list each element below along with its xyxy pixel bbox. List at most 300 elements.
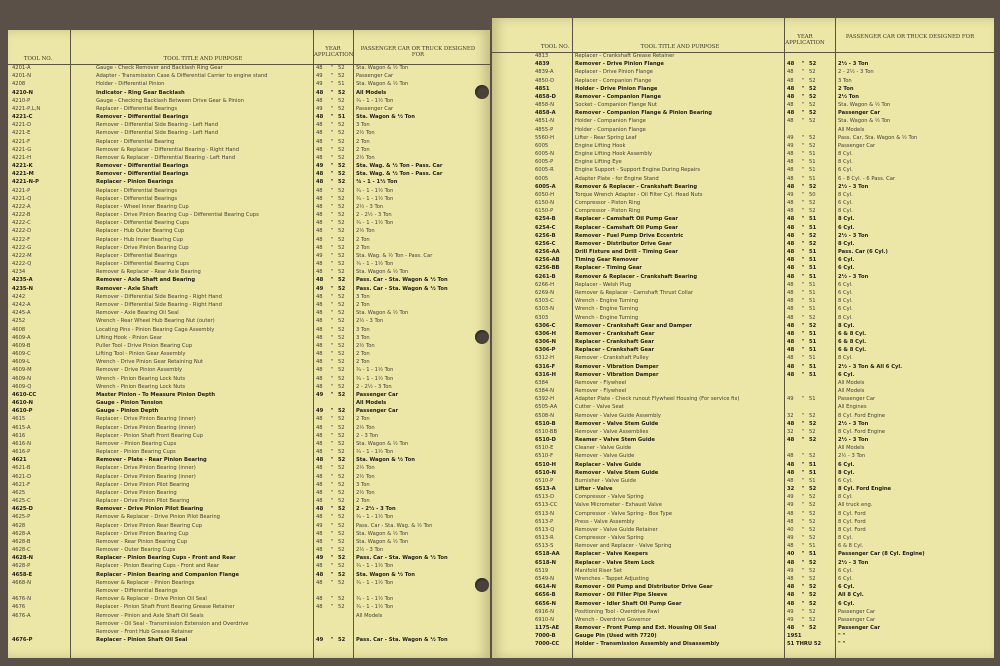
year-ditto: " [801,281,805,288]
vehicle-application: 6 Cyl. [838,567,853,574]
tool-title: Lifting Tool - Pinion Gear Assembly [96,351,186,358]
tool-title: Wrench - Engine Turning [575,298,639,305]
vehicle-application: Sta. Wagon & ½ Ton [356,571,415,578]
vehicle-application: All truck eng. [838,502,873,509]
year-to: 51 [809,159,816,166]
tool-list [8,64,490,644]
tool-number: 4628-C [12,547,31,554]
table-row [8,72,490,80]
year-ditto: " [801,502,805,509]
year-to: 52 [809,232,817,239]
year-to: 51 [809,330,817,337]
tool-number: 4676 [12,604,26,611]
table-row [8,366,490,374]
table-row [492,101,994,109]
vehicle-application: ¾ - 1 - 1½ Ton [356,367,394,374]
table-row [8,383,490,391]
table-row [492,412,994,420]
table-row [492,142,994,150]
year-from: 48 [787,363,795,370]
vehicle-application: Pass. Car - Sta. Wagon & ½ Ton [356,285,448,292]
year-ditto: " [330,171,334,178]
year-ditto: " [330,244,334,251]
table-row [8,244,490,252]
vehicle-application: Passenger Car [356,73,394,80]
tool-title: Replacer - Drive Pinion Flange [575,69,653,76]
year-from: 48 [787,77,794,84]
year-from: 48 [316,97,323,104]
year-to: 52 [338,571,346,578]
table-row [492,428,994,436]
vehicle-application: 2½ - 3 Ton [356,547,384,554]
tool-title: Holder - Differential Pinion [96,81,165,88]
year-to: 52 [338,342,345,349]
year-to: 51 [809,281,816,288]
vehicle-application: 6 - 8 Cyl. - 6 Pass. Car [838,175,896,182]
tool-number: 6266-H [535,281,554,288]
tool-title: Replacer - Drive Pinion Bearing (inner) [96,465,196,472]
tool-number: 4608 [12,326,26,333]
tool-number: 4221-F [12,138,31,145]
year-to: 51 [809,371,817,378]
tool-title: Replacer - Valve Keepers [575,551,648,558]
table-row [8,587,490,595]
year-ditto: " [801,257,805,264]
vehicle-application: Pass. Car - Sta. Wag. & ½ Ton [356,522,433,529]
year-ditto: " [330,473,334,480]
tool-title: Remover - Front Hub Grease Retainer [96,628,194,635]
table-row [492,379,994,387]
tool-title: Wrench - Pinion Bearing Lock Nuts [96,383,186,390]
tool-title: Replacer - Drive Pinion Bearing [96,489,177,496]
year-to: 52 [338,506,346,513]
vehicle-application: 2½ Ton [838,93,859,100]
year-ditto: " [801,93,805,100]
year-ditto: " [801,576,805,582]
table-row [8,375,490,383]
tool-number: 6256-AB [535,257,560,264]
tool-number: 4628-A [12,530,31,537]
table-row [8,334,490,342]
table-row [492,183,994,191]
year-from: 48 [787,183,795,190]
year-to: 52 [338,416,345,423]
year-to: 51 [809,289,816,296]
year-from: 48 [787,102,794,109]
year-ditto: " [801,240,805,247]
table-row [8,538,490,546]
vehicle-application: 6 Cyl. [838,265,855,272]
year-to: 51 [809,151,816,158]
tool-number: 6510-D [535,437,556,444]
year-to: 52 [338,498,345,505]
tool-number: 6005 [535,142,549,149]
year-from: 48 [787,625,795,632]
tool-title: Remover and Replacer - Valve Spring [575,543,672,550]
tool-title: Wrench - Engine Turning [575,306,639,313]
year-from: 48 [316,383,323,390]
year-ditto: " [330,154,334,161]
tool-number: 6510-B [535,420,556,427]
table-row [492,248,994,256]
tool-title: Remover & Replacer - Pinion Bearings [96,579,195,586]
table-row [8,530,490,538]
table-row [8,481,490,489]
year-to: 52 [809,240,817,247]
year-from: 49 [316,408,324,415]
year-to: 51 [809,306,816,313]
year-ditto: " [801,249,805,256]
year-to: 52 [809,322,817,329]
tool-number: 4855-P [535,126,554,133]
year-from: 48 [787,273,795,280]
table-row [8,636,490,644]
tool-title: Replacer - Valve Stem Lock [575,559,655,566]
table-row [492,109,994,117]
table-row [8,178,490,186]
tool-title: Remover - Vibration Damper [575,363,659,370]
year-ditto: " [330,489,334,496]
year-ditto: " [801,191,805,198]
table-row [8,227,490,235]
year-from: 32 [787,412,794,419]
year-to: 52 [338,171,346,178]
year-from: 48 [787,240,795,247]
year-from: 48 [316,114,324,121]
tool-title: Timing Gear Remover [575,257,639,264]
year-to: 52 [809,77,816,84]
tool-title: Remover - Differential Side Bearing - Right Hand [96,293,222,300]
left-page [8,30,490,658]
vehicle-application: All Models [838,379,865,386]
header-tool-no: TOOL NO. [23,56,53,62]
year-to: 52 [809,200,816,207]
table-row [492,550,994,558]
table-row [492,485,994,493]
year-ditto: " [801,584,805,591]
tool-number: 6303-C [535,298,554,305]
year-ditto: " [801,469,805,476]
vehicle-application: 8 Cyl. [838,208,853,215]
tool-title: Remover - Differential Bearings [96,114,189,121]
table-row [492,420,994,428]
tool-title: Remover - Valve Guide [575,453,635,460]
table-row [492,338,994,346]
tool-number: 4252 [12,318,26,325]
year-to: 52 [809,584,817,591]
year-from: 48 [316,244,323,251]
year-to: 52 [338,122,345,129]
vehicle-application: Sta. Wagon & ½ Ton [356,114,415,121]
tool-number: 4851-N [535,118,554,125]
tool-title: Indicator - Ring Gear Backlash [96,89,185,96]
year-to: 52 [809,576,816,582]
vehicle-application: 8 Cyl. [838,216,855,223]
year-to: 52 [338,424,345,431]
tool-title: Remover - Oil Filler Pipe Sleeve [575,592,668,599]
year-ditto: " [330,416,334,423]
year-ditto: " [330,408,334,415]
tool-number: 6505-AA [535,404,558,411]
year-from: 48 [316,277,324,284]
year-ditto: " [801,535,805,542]
year-to: 50 [809,191,816,198]
year-ditto: " [330,65,334,71]
tool-number: 6261-B [535,273,556,280]
year-ditto: " [330,506,334,513]
table-row [8,309,490,317]
tool-number: 4616-N [12,440,31,447]
tool-title: Remover - Companion Flange [575,93,661,100]
year-from: 48 [787,61,795,68]
tool-number: 6384 [535,379,549,386]
vehicle-application: Sta. Wagon & ½ Ton [356,269,409,276]
tool-title: Remover - Axle Shaft and Bearing [96,277,196,284]
year-from: 48 [316,506,324,513]
tool-title: Remover - Flywheel [575,388,627,395]
tool-number: 6306-H [535,330,556,337]
year-from: 48 [787,208,794,215]
year-ditto: " [801,183,805,190]
vehicle-application: 2 Ton [356,351,370,358]
year-to: 52 [338,220,345,227]
year-to: 52 [338,351,345,358]
vehicle-application: 8 Cyl. [838,322,855,329]
table-row [8,342,490,350]
tool-title: Holder - Transmission Assembly and Disassembly [575,641,720,648]
year-ditto: " [330,130,334,137]
year-from: 48 [316,318,323,325]
table-row [8,129,490,137]
vehicle-application: 6 Cyl. [838,200,853,207]
table-row [8,64,490,72]
vehicle-application: 3 Ton [356,334,370,341]
year-from: 49 [787,396,794,403]
year-ditto: " [330,440,334,447]
table-row [492,600,994,608]
year-from: 49 [787,502,794,509]
table-row [492,624,994,632]
table-row [8,489,490,497]
table-row [8,612,490,620]
vehicle-application: Sta. Wag. & ½ Ton - Pass. Car [356,252,433,259]
vehicle-application: 2 - 2½ - 3 Ton [356,212,392,219]
year-to: 52 [809,502,816,509]
tool-number: 4625-P [12,514,31,521]
table-row [8,497,490,505]
tool-number: 4222-F [12,236,31,243]
year-from: 48 [787,355,794,362]
vehicle-application: 2½ - 3 Ton [838,453,866,460]
year-to: 52 [809,592,817,599]
tool-title: Remover - Fuel Pump Drive Eccentric [575,232,684,239]
year-from: 49 [316,163,324,170]
year-to: 52 [338,187,345,194]
table-row [492,207,994,215]
year-to: 52 [338,449,345,456]
year-to: 51 [809,167,816,174]
vehicle-application: 2 Ton [838,85,854,92]
year-from: 48 [787,118,794,125]
tool-title: Remover & Replacer - Drive Pinion Oil Seal [96,596,207,603]
year-ditto: " [330,465,334,472]
table-row [8,154,490,162]
year-to: 51 [809,265,817,272]
table-row [8,268,490,276]
year-from: 48 [787,461,795,468]
tool-title: Remover - Front Pump and Ext. Housing Oil Seal [575,625,717,632]
year-to: 51 [809,339,817,346]
table-row [492,452,994,460]
tool-title: Replacer - Differential Bearing [96,138,175,145]
tool-title: Gauge - Pinion Depth [96,408,159,415]
tool-number: 6518-AA [535,551,560,558]
table-row [492,256,994,264]
year-to: 52 [338,596,345,603]
tool-number: 6306-P [535,347,556,354]
table-row [492,166,994,174]
tool-number: 4676-A [12,612,31,619]
vehicle-application: Sta. Wag. & ½ Ton - Pass. Car [356,163,443,170]
year-ditto: " [330,252,334,259]
tool-number: 4628-B [12,538,31,545]
table-row [8,391,490,399]
tool-number: 6306-N [535,339,556,346]
year-from: 48 [787,151,794,158]
year-ditto: " [801,453,805,460]
tool-number: 5560-H [535,134,554,141]
tool-number: 4210-N [12,89,33,96]
tool-title: Replacer - Drive Pinion Bearing Cup - Differential Bearing Cups [96,212,259,219]
year-from: 48 [316,301,323,308]
tool-number: 6392-H [535,396,554,403]
table-row [8,121,490,129]
vehicle-application: 2½ - 3 Ton [356,318,384,325]
table-row [492,354,994,362]
tool-number: 4222-D [12,228,32,235]
tool-number: 4221-D [12,122,32,129]
vehicle-application: ¾ - 1 - 1½ Ton [356,514,394,521]
table-row [8,415,490,423]
year-to: 52 [338,244,345,251]
tool-title: Remover - Valve Guide Assembly [575,412,661,419]
year-ditto: " [801,428,805,435]
vehicle-application: All Models [356,612,383,619]
table-row [492,403,994,411]
vehicle-application: Passenger Car [838,110,881,117]
tool-title: Remover - Crankshaft Pulley [575,355,649,362]
table-row [492,52,994,60]
year-ditto: " [330,261,334,268]
tool-title: Remover - Differential Side Bearing - Left Hand [96,122,218,129]
binder-hole [475,85,489,99]
year-to: 51 [809,175,816,182]
vehicle-application: 6 & 8 Cyl. [838,330,867,337]
tool-number: 4850-D [535,77,555,84]
table-row [492,117,994,125]
tool-number: 4621-F [12,481,31,488]
tool-title: Compressor - Piston Ring [575,200,641,207]
tool-title: Torque Wrench Adapter - Oil Filter Cyl. Head Nuts [575,191,703,198]
year-from: 49 [316,252,323,259]
year-ditto: " [330,530,334,537]
tool-number: 6916-N [535,608,554,615]
vehicle-application: Sta. Wagon & ½ Ton [356,530,409,537]
tool-number: 6256-BB [535,265,560,272]
tool-number: 4676-P [12,637,33,644]
vehicle-application: ¾ - 1 - 1½ Ton [356,563,394,570]
table-row [492,158,994,166]
tool-title: Remover - Differential Side Bearing - Right Hand [96,301,222,308]
tool-number: 6005 [535,175,549,182]
vehicle-application: " " [838,633,846,640]
table-row [8,456,490,464]
table-row [492,461,994,469]
year-ditto: " [330,228,334,235]
year-to: 52 [338,301,345,308]
year-ditto: " [801,200,805,207]
year-from: 48 [316,579,323,586]
tool-title: Replacer - Wheel Inner Bearing Cup [96,203,189,210]
year-to: 52 [338,277,346,284]
year-ditto: " [801,69,805,76]
tool-number: 6513-N [535,510,554,517]
year-from: 48 [787,420,795,427]
year-from: 48 [787,249,795,256]
tool-title: Remover - Pinion and Axle Shaft Oil Seals [96,612,204,619]
year-to: 51 [338,81,345,88]
year-from: 48 [316,236,323,243]
vehicle-application: 8 Cyl. [838,151,853,158]
year-from: 48 [787,584,795,591]
vehicle-application: ¾ - 1 - 1½ Ton [356,261,394,268]
tool-title: Replacer - Hub Outer Bearing Cup [96,228,185,235]
year-ditto: " [801,289,805,296]
table-row [8,113,490,121]
table-row [492,591,994,599]
year-ditto: " [330,424,334,431]
table-row [8,448,490,456]
vehicle-application: 6 Cyl. [838,600,855,607]
tool-number: 6513-A [535,486,556,493]
tool-number: 4609-A [12,334,31,341]
year-from: 48 [316,179,324,186]
year-from: 48 [787,159,794,166]
year-from: 49 [787,191,794,198]
tool-number: 4621 [12,457,27,464]
tool-title: Lifter - Rear Spring Leaf [575,134,637,141]
year-ditto: " [330,285,334,292]
year-from: 48 [787,93,795,100]
year-from: 48 [316,138,323,145]
year-from: 48 [316,440,323,447]
year-ditto: " [330,277,334,284]
year-from: 48 [787,543,794,550]
tool-title: Engine Lifting Eye [575,159,622,166]
tool-number: 6513-R [535,535,554,542]
tool-title: Replacer - Timing Gear [575,265,642,272]
table-row [492,510,994,518]
year-to: 52 [338,195,345,202]
vehicle-application: 8 Cyl. [838,494,853,501]
tool-number: 6316-H [535,371,556,378]
tool-title: Wrench - Overdrive Governor [575,616,651,623]
year-ditto: " [801,396,805,403]
table-row [8,399,490,407]
table-row [492,436,994,444]
year-to: 52 [809,486,817,493]
year-from: 48 [787,289,794,296]
